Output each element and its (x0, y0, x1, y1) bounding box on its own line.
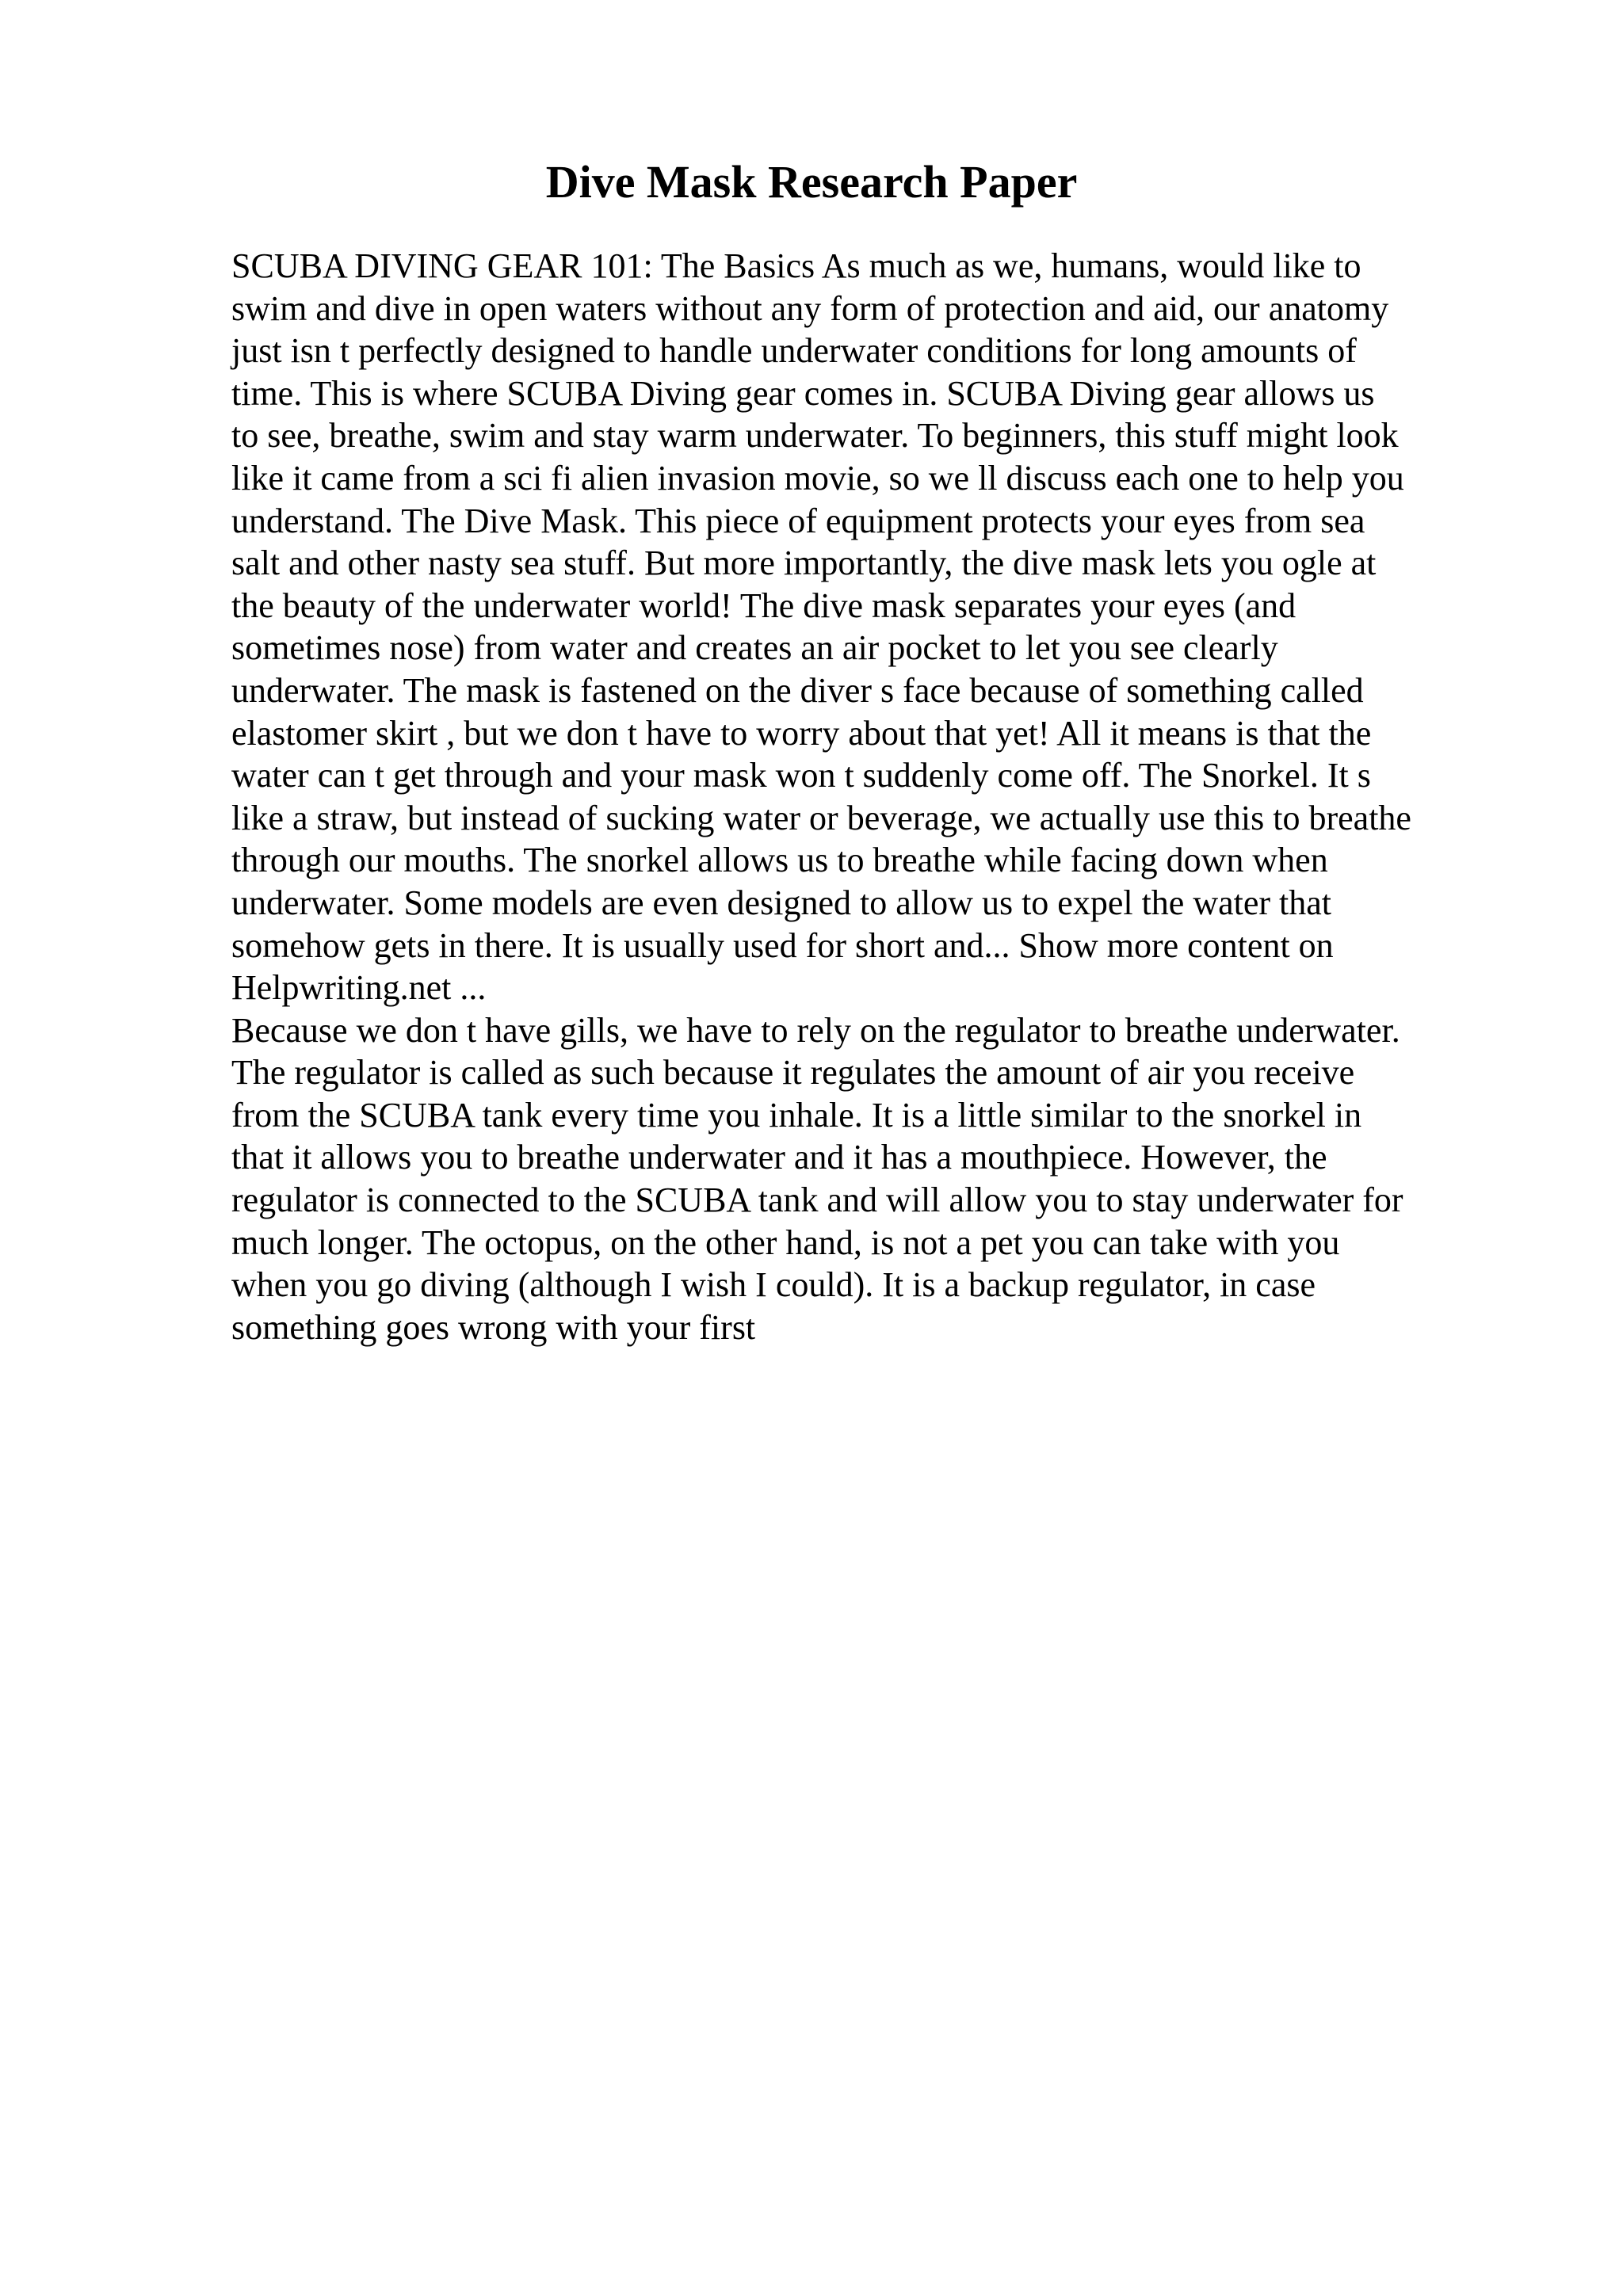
text-line: through our mouths. The snorkel allows us to breathe while facing down when (231, 841, 1328, 880)
page-title: Dive Mask Research Paper (545, 156, 1078, 208)
paragraph-2 (231, 1009, 1499, 1349)
text-line: Because we don t have gills, we have to rely on the regulator to breathe underwater. (231, 1010, 1400, 1050)
text-line: much longer. The octopus, on the other hand, is not a pet you can take with you (231, 1222, 1340, 1262)
text-line: something goes wrong with your first (231, 1307, 756, 1347)
text-line: water can t get through and your mask won t suddenly come off. The Snorkel. It s (231, 756, 1371, 795)
text-line: SCUBA DIVING GEAR 101: The Basics As much as we, humans, would like to (231, 246, 1361, 285)
text-line: salt and other nasty sea stuff. But more importantly, the dive mask lets you ogle at (231, 543, 1377, 583)
text-line: just isn t perfectly designed to handle underwater conditions for long amounts of (231, 331, 1357, 371)
text-line: swim and dive in open waters without any form of protection and aid, our anatomy (231, 288, 1389, 328)
document-body (231, 245, 1499, 1348)
text-line: understand. The Dive Mask. This piece of equipment protects your eyes from sea (231, 501, 1365, 540)
text-line: from the SCUBA tank every time you inhale. It is a little similar to the snorkel in (231, 1095, 1362, 1135)
text-line: when you go diving (although I wish I could). It is a backup regulator, in case (231, 1265, 1316, 1305)
text-line: like a straw, but instead of sucking water or beverage, we actually use this to breathe (231, 798, 1411, 837)
text-line: like it came from a sci fi alien invasion movie, so we ll discuss each one to help you (231, 458, 1404, 498)
text-line: the beauty of the underwater world! The dive mask separates your eyes (and (231, 585, 1296, 625)
text-line: that it allows you to breathe underwater and it has a mouthpiece. However, the (231, 1138, 1327, 1177)
text-line: underwater. The mask is fastened on the diver s face because of something called (231, 670, 1364, 710)
text-line: elastomer skirt , but we don t have to worry about that yet! All it means is that the (231, 713, 1372, 753)
text-line: sometimes nose) from water and creates an air pocket to let you see clearly (231, 628, 1278, 668)
text-line: regulator is connected to the SCUBA tank and will allow you to stay underwater for (231, 1180, 1403, 1220)
text-line: time. This is where SCUBA Diving gear comes in. SCUBA Diving gear allows us (231, 373, 1375, 413)
paragraph-1 (231, 245, 1499, 1009)
text-line: Helpwriting.net ... (231, 968, 487, 1008)
text-line: somehow gets in there. It is usually used for short and... Show more content on (231, 925, 1334, 965)
text-line: The regulator is called as such because it regulates the amount of air you receive (231, 1053, 1355, 1093)
text-line: underwater. Some models are even designed to allow us to expel the water that (231, 883, 1332, 922)
text-line: to see, breathe, swim and stay warm underwater. To beginners, this stuff might look (231, 416, 1399, 456)
